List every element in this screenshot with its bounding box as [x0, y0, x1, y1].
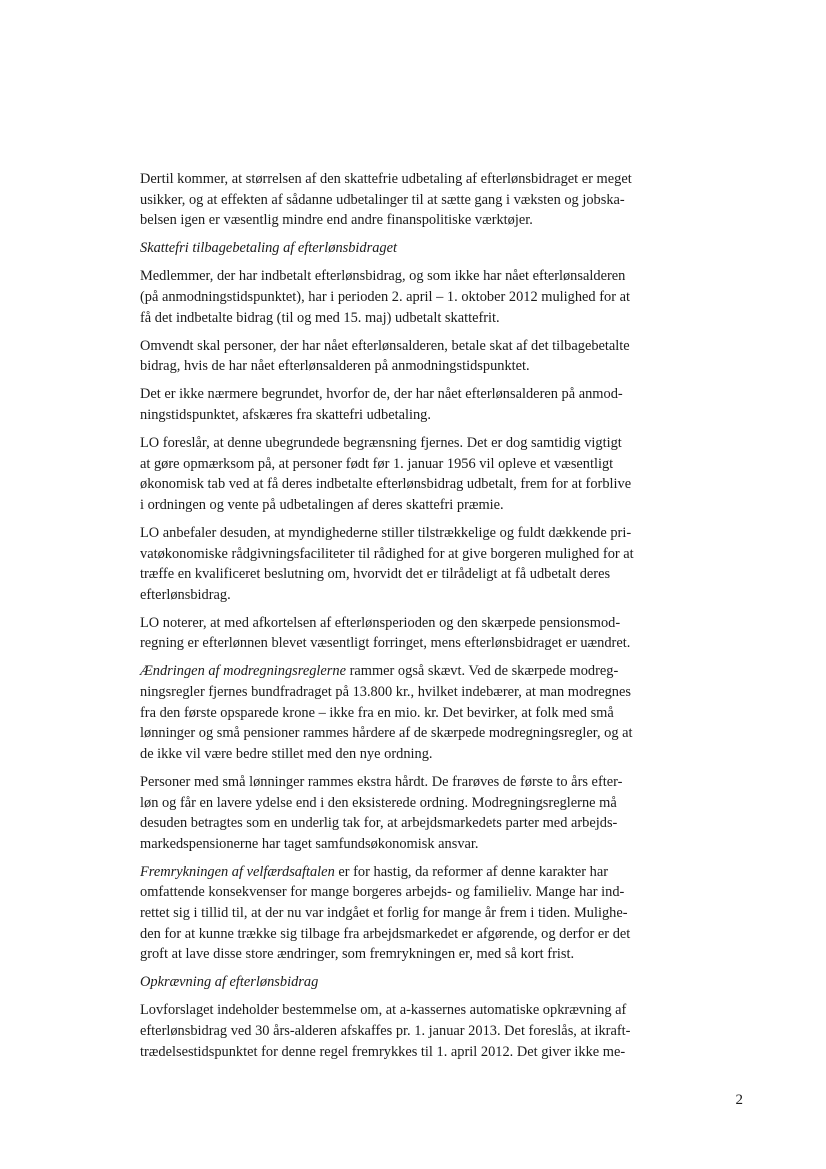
paragraph-line: bidrag, hvis de har nået efterlønsalderen på anmodningstidspunktet.	[140, 358, 530, 375]
paragraph	[140, 266, 688, 328]
page-number: 2	[735, 1092, 743, 1108]
emphasized-lead: Fremrykningen af velfærdsaftalen	[140, 863, 335, 880]
lead-continuation: rammer også skævt. Ved de skærpede modreg-	[345, 663, 619, 680]
paragraph	[140, 613, 688, 654]
paragraph-line: usikker, og at effekten af sådanne udbetalinger til at sætte gang i væksten og jobska-	[140, 191, 625, 208]
paragraph-line	[140, 862, 688, 883]
paragraph	[140, 772, 688, 854]
paragraph-line: ningstidspunktet, afskæres fra skattefri udbetaling.	[140, 406, 431, 423]
paragraph-line: ningsregler fjernes bundfradraget på 13.800 kr., hvilket indebærer, at man modregnes	[140, 684, 631, 701]
paragraph-line: løn og får en lavere ydelse end i den eksisterede ordning. Modregningsreglerne må	[140, 794, 617, 811]
paragraph	[140, 169, 688, 231]
paragraph-line: fra den første opsparede krone – ikke fra en mio. kr. Det bevirker, at folk med små	[140, 704, 614, 721]
paragraph-line: LO foreslår, at denne ubegrundede begrænsning fjernes. Det er dog samtidig vigtigt	[140, 435, 622, 452]
paragraph-line: Personer med små lønninger rammes ekstra hårdt. De frarøves de første to års efter-	[140, 773, 623, 790]
paragraph-line: markedspensionerne har taget samfundsøkonomisk ansvar.	[140, 835, 479, 852]
paragraph	[140, 433, 688, 515]
paragraph-line: de ikke vil være bedre stillet med den nye ordning.	[140, 745, 433, 762]
paragraph-line: groft at lave disse store ændringer, som fremrykningen er, med så kort frist.	[140, 946, 575, 963]
paragraph-line: i ordningen og vente på udbetalingen af deres skattefri præmie.	[140, 496, 504, 513]
paragraph-line: (på anmodningstidspunktet), har i perioden 2. april – 1. oktober 2012 mulighed for at	[140, 288, 630, 305]
paragraph	[140, 336, 688, 377]
paragraph-line: trædelsestidspunktet for denne regel fremrykkes til 1. april 2012. Det giver ikke me-	[140, 1043, 626, 1060]
paragraph	[140, 661, 688, 764]
body-text	[140, 169, 688, 1070]
paragraph-line: Det er ikke nærmere begrundet, hvorfor de, der har nået efterlønsalderen på anmod-	[140, 386, 623, 403]
paragraph-line: økonomisk tab ved at få deres indbetalte efterlønsbidrag udbetalt, frem for at forblive	[140, 476, 632, 493]
paragraph	[140, 523, 688, 605]
section-heading: Opkrævning af efterlønsbidrag	[140, 974, 319, 991]
paragraph-line: Medlemmer, der har indbetalt efterlønsbidrag, og som ikke har nået efterlønsalderen	[140, 268, 626, 285]
paragraph-line: Dertil kommer, at størrelsen af den skattefrie udbetaling af efterlønsbidraget er meget	[140, 171, 632, 187]
paragraph-line: omfattende konsekvenser for mange borgeres arbejds- og familieliv. Mange har ind-	[140, 884, 625, 901]
paragraph-line: desuden betragtes som en underlig tak for, at arbejdsmarkedets parter med arbejds-	[140, 815, 618, 832]
paragraph-line: lønninger og små pensioner rammes hårdere af de skærpede modregningsregler, og at	[140, 725, 633, 742]
emphasized-lead: Ændringen af modregningsreglerne	[140, 663, 346, 680]
paragraph-line: efterlønsbidrag.	[140, 586, 231, 603]
paragraph-line: LO anbefaler desuden, at myndighederne stiller tilstrækkelige og fuldt dækkende pri-	[140, 524, 632, 541]
paragraph-line: Lovforslaget indeholder bestemmelse om, at a-kassernes automatiske opkrævning af	[140, 1002, 627, 1019]
paragraph-line: belsen igen er væsentlig mindre end andre finanspolitiske værktøjer.	[140, 212, 533, 229]
paragraph-line: rettet sig i tillid til, at der nu var indgået et forlig for mange år frem i tiden. Mulighe-	[140, 905, 628, 921]
paragraph-line: Omvendt skal personer, der har nået efterlønsalderen, betale skat af det tilbagebetalte	[140, 337, 630, 354]
paragraph-line: at gøre opmærksom på, at personer født før 1. januar 1956 vil opleve et væsentligt	[140, 455, 614, 472]
paragraph	[140, 1000, 688, 1062]
paragraph-line: træffe en kvalificeret beslutning om, hvorvidt det er tilrådeligt at få udbetalt deres	[140, 566, 611, 583]
section-heading: Skattefri tilbagebetaling af efterlønsbidraget	[140, 240, 398, 257]
paragraph	[140, 384, 688, 425]
paragraph-line: LO noterer, at med afkortelsen af efterlønsperioden og den skærpede pensionsmod-	[140, 614, 621, 631]
lead-continuation: er for hastig, da reformer af denne karakter har	[334, 863, 609, 880]
paragraph-line: regning er efterlønnen blevet væsentligt forringet, mens efterlønsbidraget er uændret.	[140, 635, 631, 652]
paragraph-line: vatøkonomiske rådgivningsfaciliteter til rådighed for at give borgeren mulighed for at	[140, 545, 634, 562]
paragraph-line: efterlønsbidrag ved 30 års-alderen afskaffes pr. 1. januar 2013. Det foreslås, at ikraft-	[140, 1022, 631, 1039]
paragraph	[140, 862, 688, 965]
paragraph-line: få det indbetalte bidrag (til og med 15. maj) udbetalt skattefrit.	[140, 309, 500, 326]
paragraph-line	[140, 661, 688, 682]
paragraph-line: den for at kunne trække sig tilbage fra arbejdsmarkedet er afgørende, og derfor er det	[140, 925, 631, 942]
